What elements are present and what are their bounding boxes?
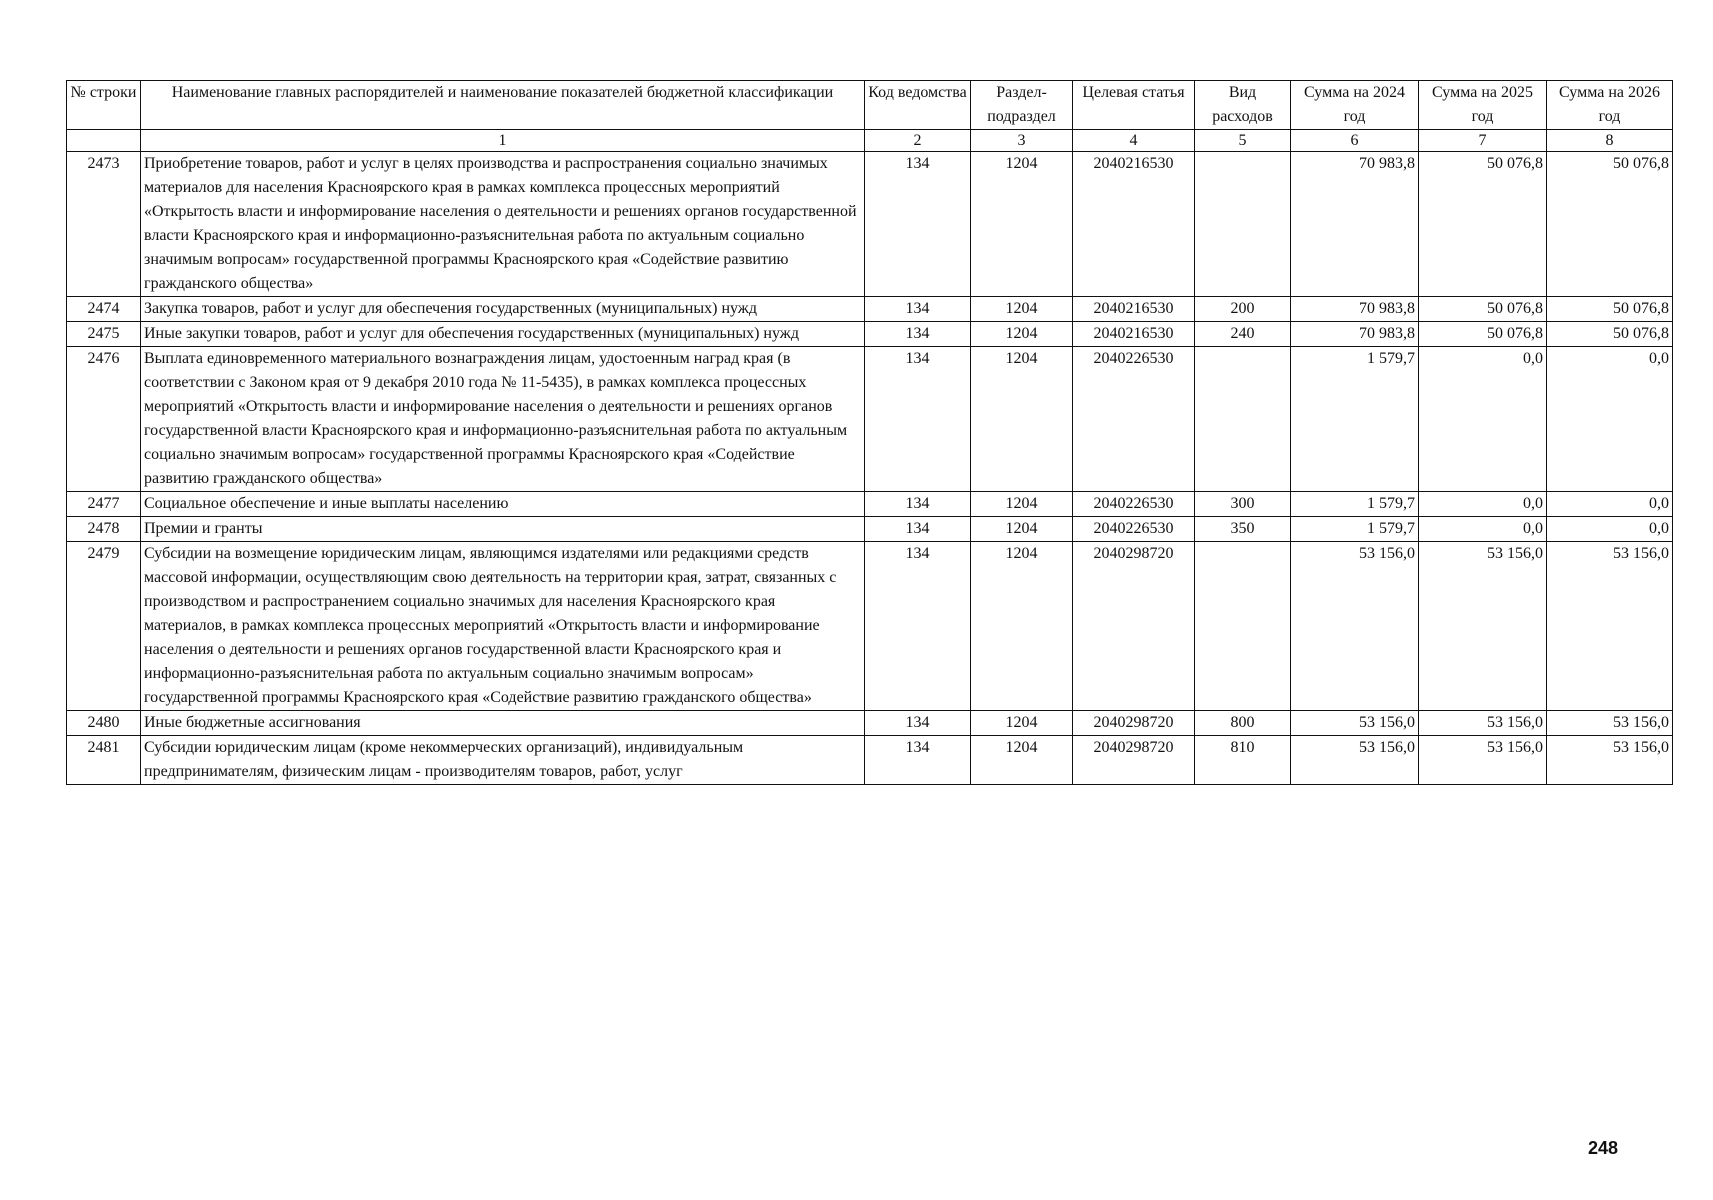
cell-row-number: 2473 (67, 152, 141, 297)
cell-sum-2024: 1 579,7 (1291, 517, 1419, 542)
header-sum-2025: Сумма на 2025 год (1419, 81, 1547, 130)
cell-dept-code: 134 (865, 517, 971, 542)
cell-row-number: 2474 (67, 297, 141, 322)
cell-section: 1204 (971, 492, 1073, 517)
column-index: 4 (1073, 130, 1195, 152)
cell-target: 2040216530 (1073, 152, 1195, 297)
cell-sum-2024: 53 156,0 (1291, 542, 1419, 711)
column-index: 2 (865, 130, 971, 152)
header-row (67, 81, 1673, 130)
column-index: 3 (971, 130, 1073, 152)
cell-sum-2026: 53 156,0 (1547, 711, 1673, 736)
cell-expense-type: 240 (1195, 322, 1291, 347)
cell-dept-code: 134 (865, 152, 971, 297)
column-index: 7 (1419, 130, 1547, 152)
cell-dept-code: 134 (865, 347, 971, 492)
table-row (67, 347, 1673, 492)
cell-row-number: 2478 (67, 517, 141, 542)
cell-expense-type: 800 (1195, 711, 1291, 736)
cell-name: Иные закупки товаров, работ и услуг для обеспечения государственных (муниципальных) нужд (141, 322, 865, 347)
header-section: Раздел-подраздел (971, 81, 1073, 130)
cell-section: 1204 (971, 711, 1073, 736)
cell-section: 1204 (971, 517, 1073, 542)
cell-expense-type: 810 (1195, 736, 1291, 785)
cell-name: Закупка товаров, работ и услуг для обеспечения государственных (муниципальных) нужд (141, 297, 865, 322)
cell-target: 2040226530 (1073, 492, 1195, 517)
cell-name: Иные бюджетные ассигнования (141, 711, 865, 736)
cell-sum-2025: 0,0 (1419, 517, 1547, 542)
page-number: 248 (1588, 1138, 1619, 1158)
cell-sum-2024: 70 983,8 (1291, 297, 1419, 322)
cell-section: 1204 (971, 322, 1073, 347)
cell-section: 1204 (971, 152, 1073, 297)
cell-sum-2024: 70 983,8 (1291, 152, 1419, 297)
cell-section: 1204 (971, 347, 1073, 492)
header-target: Целевая статья (1073, 81, 1195, 130)
cell-row-number: 2480 (67, 711, 141, 736)
cell-target: 2040226530 (1073, 517, 1195, 542)
cell-sum-2025: 53 156,0 (1419, 711, 1547, 736)
cell-name: Субсидии на возмещение юридическим лицам, являющимся издателями или редакциями средств массовой информации, осуществляющим свою деятельность на территории края, затрат, связанных с производством и распространением социально значимых для населения Красноярского края материалов, в рамках комплекса процессных мероприятий «Открытость власти и информирование населения о деятельности и решениях органов государственной власти Красноярского края и информационно-разъяснительная работа по актуальным социально значимым вопросам» государственной программы Красноярского края «Содействие развитию гражданского общества» (141, 542, 865, 711)
cell-row-number: 2481 (67, 736, 141, 785)
cell-sum-2024: 1 579,7 (1291, 492, 1419, 517)
header-row-number: № строки (67, 81, 141, 130)
table-row (67, 492, 1673, 517)
cell-target: 2040298720 (1073, 736, 1195, 785)
cell-expense-type: 300 (1195, 492, 1291, 517)
cell-sum-2026: 50 076,8 (1547, 152, 1673, 297)
cell-sum-2025: 50 076,8 (1419, 322, 1547, 347)
table-row (67, 322, 1673, 347)
cell-row-number: 2475 (67, 322, 141, 347)
header-sum-2026: Сумма на 2026 год (1547, 81, 1673, 130)
cell-sum-2024: 70 983,8 (1291, 322, 1419, 347)
cell-expense-type (1195, 347, 1291, 492)
cell-sum-2026: 50 076,8 (1547, 297, 1673, 322)
budget-sheet (66, 80, 1672, 785)
budget-table (66, 80, 1673, 785)
cell-dept-code: 134 (865, 542, 971, 711)
cell-dept-code: 134 (865, 711, 971, 736)
column-index-row (67, 130, 1673, 152)
table-row (67, 711, 1673, 736)
header-dept-code: Код ведомства (865, 81, 971, 130)
cell-sum-2024: 1 579,7 (1291, 347, 1419, 492)
cell-sum-2025: 0,0 (1419, 492, 1547, 517)
cell-row-number: 2477 (67, 492, 141, 517)
cell-expense-type: 350 (1195, 517, 1291, 542)
column-index: 6 (1291, 130, 1419, 152)
table-body (67, 152, 1673, 785)
cell-sum-2024: 53 156,0 (1291, 711, 1419, 736)
column-index: 8 (1547, 130, 1673, 152)
cell-target: 2040298720 (1073, 711, 1195, 736)
cell-target: 2040226530 (1073, 347, 1195, 492)
cell-sum-2026: 0,0 (1547, 347, 1673, 492)
column-index: 1 (141, 130, 865, 152)
cell-sum-2025: 53 156,0 (1419, 542, 1547, 711)
table-row (67, 542, 1673, 711)
cell-dept-code: 134 (865, 297, 971, 322)
cell-sum-2026: 0,0 (1547, 517, 1673, 542)
cell-dept-code: 134 (865, 492, 971, 517)
cell-sum-2026: 53 156,0 (1547, 736, 1673, 785)
cell-name: Социальное обеспечение и иные выплаты населению (141, 492, 865, 517)
cell-sum-2026: 0,0 (1547, 492, 1673, 517)
cell-sum-2026: 50 076,8 (1547, 322, 1673, 347)
cell-section: 1204 (971, 297, 1073, 322)
cell-sum-2025: 50 076,8 (1419, 297, 1547, 322)
cell-section: 1204 (971, 736, 1073, 785)
column-index-blank (67, 130, 141, 152)
cell-name: Выплата единовременного материального вознаграждения лицам, удостоенным наград края (в соответствии с Законом края от 9 декабря 2010 года № 11-5435), в рамках комплекса процессных мероприятий «Открытость власти и информирование населения о деятельности и решениях органов государственной власти Красноярского края и информационно-разъяснительная работа по актуальным социально значимым вопросам» государственной программы Красноярского края «Содействие развитию гражданского общества» (141, 347, 865, 492)
header-expense-type: Вид расходов (1195, 81, 1291, 130)
cell-expense-type: 200 (1195, 297, 1291, 322)
cell-name: Субсидии юридическим лицам (кроме некоммерческих организаций), индивидуальным предпринимателям, физическим лицам - производителям товаров, работ, услуг (141, 736, 865, 785)
cell-section: 1204 (971, 542, 1073, 711)
cell-sum-2025: 0,0 (1419, 347, 1547, 492)
table-row (67, 297, 1673, 322)
cell-row-number: 2476 (67, 347, 141, 492)
cell-sum-2024: 53 156,0 (1291, 736, 1419, 785)
cell-target: 2040216530 (1073, 297, 1195, 322)
cell-sum-2025: 50 076,8 (1419, 152, 1547, 297)
cell-dept-code: 134 (865, 736, 971, 785)
table-row (67, 517, 1673, 542)
cell-name: Приобретение товаров, работ и услуг в целях производства и распространения социально значимых материалов для населения Красноярского края в рамках комплекса процессных мероприятий «Открытость власти и информирование населения о деятельности и решениях органов государственной власти Красноярского края и информационно-разъяснительная работа по актуальным социально значимым вопросам» государственной программы Красноярского края «Содействие развитию гражданского общества» (141, 152, 865, 297)
cell-expense-type (1195, 542, 1291, 711)
cell-expense-type (1195, 152, 1291, 297)
cell-sum-2026: 53 156,0 (1547, 542, 1673, 711)
cell-target: 2040298720 (1073, 542, 1195, 711)
cell-target: 2040216530 (1073, 322, 1195, 347)
cell-dept-code: 134 (865, 322, 971, 347)
header-name: Наименование главных распорядителей и наименование показателей бюджетной классификации (141, 81, 865, 130)
table-row (67, 152, 1673, 297)
header-sum-2024: Сумма на 2024 год (1291, 81, 1419, 130)
cell-name: Премии и гранты (141, 517, 865, 542)
cell-row-number: 2479 (67, 542, 141, 711)
column-index: 5 (1195, 130, 1291, 152)
cell-sum-2025: 53 156,0 (1419, 736, 1547, 785)
table-row (67, 736, 1673, 785)
